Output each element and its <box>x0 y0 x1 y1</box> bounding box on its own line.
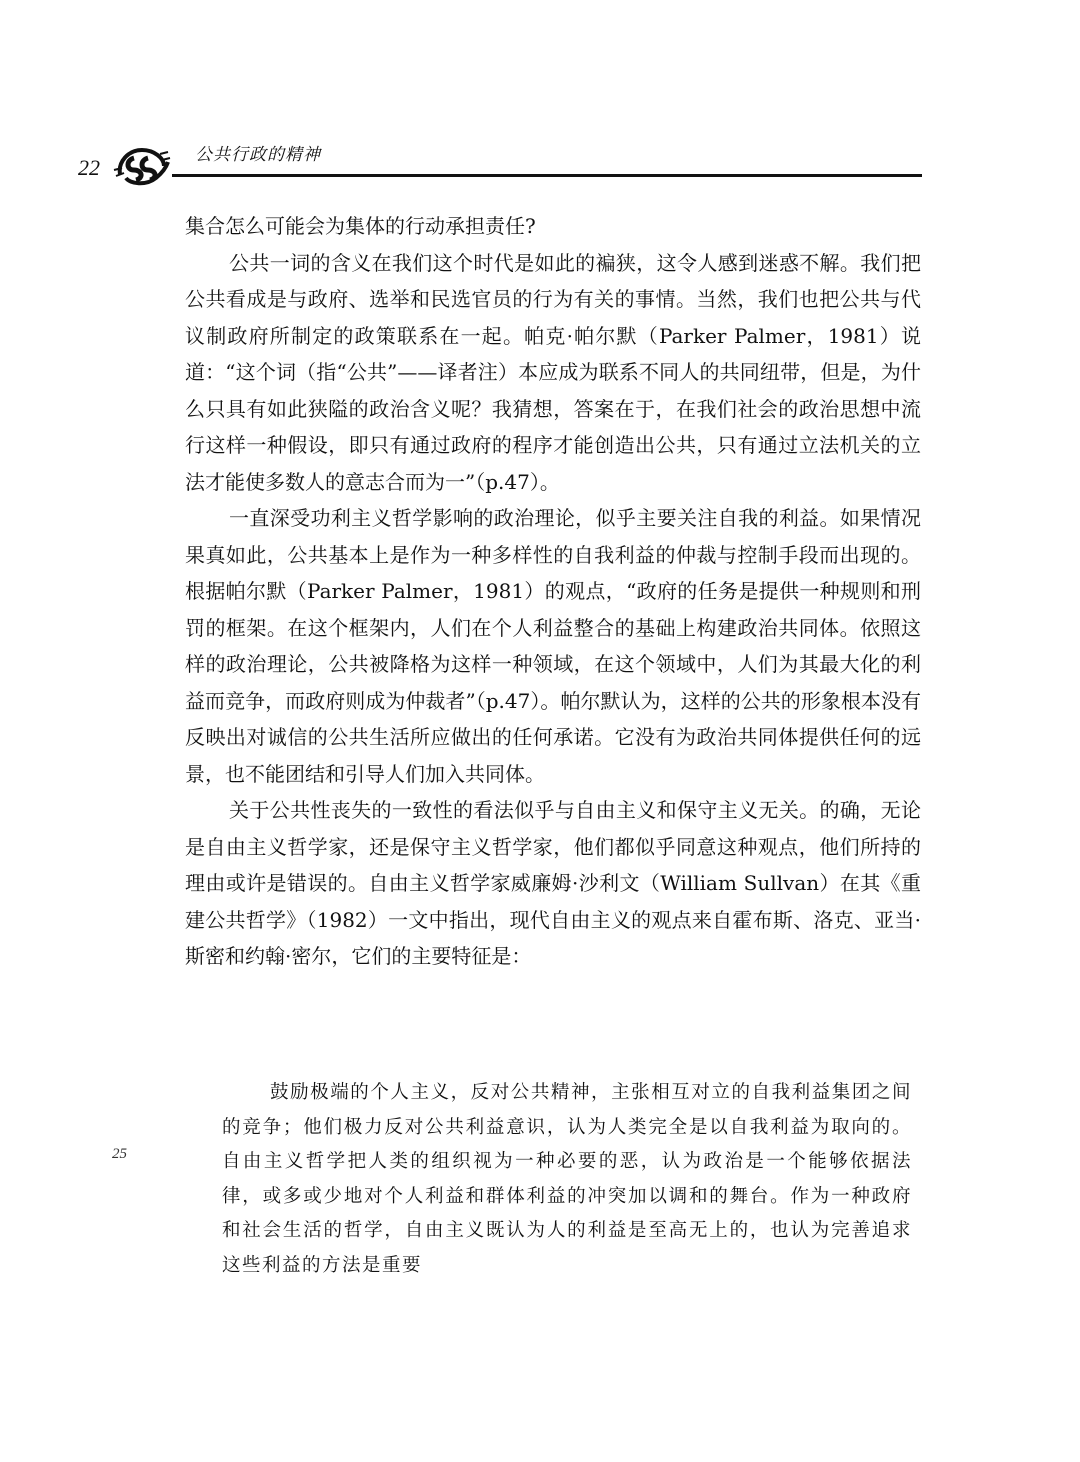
paragraph: 公共一词的含义在我们这个时代是如此的褊狭，这令人感到迷惑不解。我们把公共看成是与政府、选举和民选官员的行为有关的事情。当然，我们也把公共与代议制政府所制定的政策联系在一起。帕克·帕尔默（Parker Palmer，1981）说道：“这个词（指“公共”——译者注）本应成为联系不同人的共同纽带，但是，为什么只具有如此狭隘的政治含义呢？我猜想，答案在于，在我们社会的政治思想中流行这样一种假设，即只有通过政府的程序才能创造出公共，只有通过立法机关的立法才能使多数人的意志合而为一”（p.47）。 <box>185 250 921 494</box>
header-rule <box>172 174 922 177</box>
block-quote <box>222 1076 912 1283</box>
quote-text: 鼓励极端的个人主义，反对公共精神，主张相互对立的自我利益集团之间的竞争；他们极力反对公共利益意识，认为人类完全是以自我利益为取向的。自由主义哲学把人类的组织视为一种必要的恶，认为政治是一个能够依据法律，或多或少地对个人利益和群体利益的冲突加以调和的舞台。作为一种政府和社会生活的哲学，自由主义既认为人的利益是至高无上的，也认为完善追求这些利益的方法是重要 <box>222 1082 912 1276</box>
page-header <box>0 0 1080 190</box>
paragraph: 集合怎么可能会为集体的行动承担责任? <box>185 214 536 238</box>
paragraph: 关于公共性丧失的一致性的看法似乎与自由主义和保守主义无关。的确，无论是自由主义哲学家，还是保守主义哲学家，他们都似乎同意这种观点，他们所持的理由或许是错误的。自由主义哲学家威廉姆·沙利文（William Sullvan）在其《重建公共哲学》（1982）一文中指出，现代自由主义的观点来自霍布斯、洛克、亚当·斯密和约翰·密尔，它们的主要特征是： <box>185 798 921 968</box>
body-text <box>185 208 921 975</box>
running-title: 公共行政的精神 <box>195 145 321 165</box>
publisher-logo-icon <box>112 144 172 186</box>
paragraph: 一直深受功利主义哲学影响的政治理论，似乎主要关注自我的利益。如果情况果真如此，公共基本上是作为一种多样性的自我利益的仲裁与控制手段而出现的。根据帕尔默（Parker Palmer，1981）的观点，“政府的任务是提供一种规则和刑罚的框架。在这个框架内，人们在个人利益整合的基础上构建政治共同体。依照这样的政治理论，公共被降格为这样一种领域，在这个领域中，人们为其最大化的利益而竞争，而政府则成为仲裁者”（p.47）。帕尔默认为，这样的公共的形象根本没有反映出对诚信的公共生活所应做出的任何承诺。它没有为政治共同体提供任何的远景，也不能团结和引导人们加入共同体。 <box>185 506 921 786</box>
margin-page-number: 25 <box>112 1146 127 1162</box>
page-number: 22 <box>78 155 100 180</box>
